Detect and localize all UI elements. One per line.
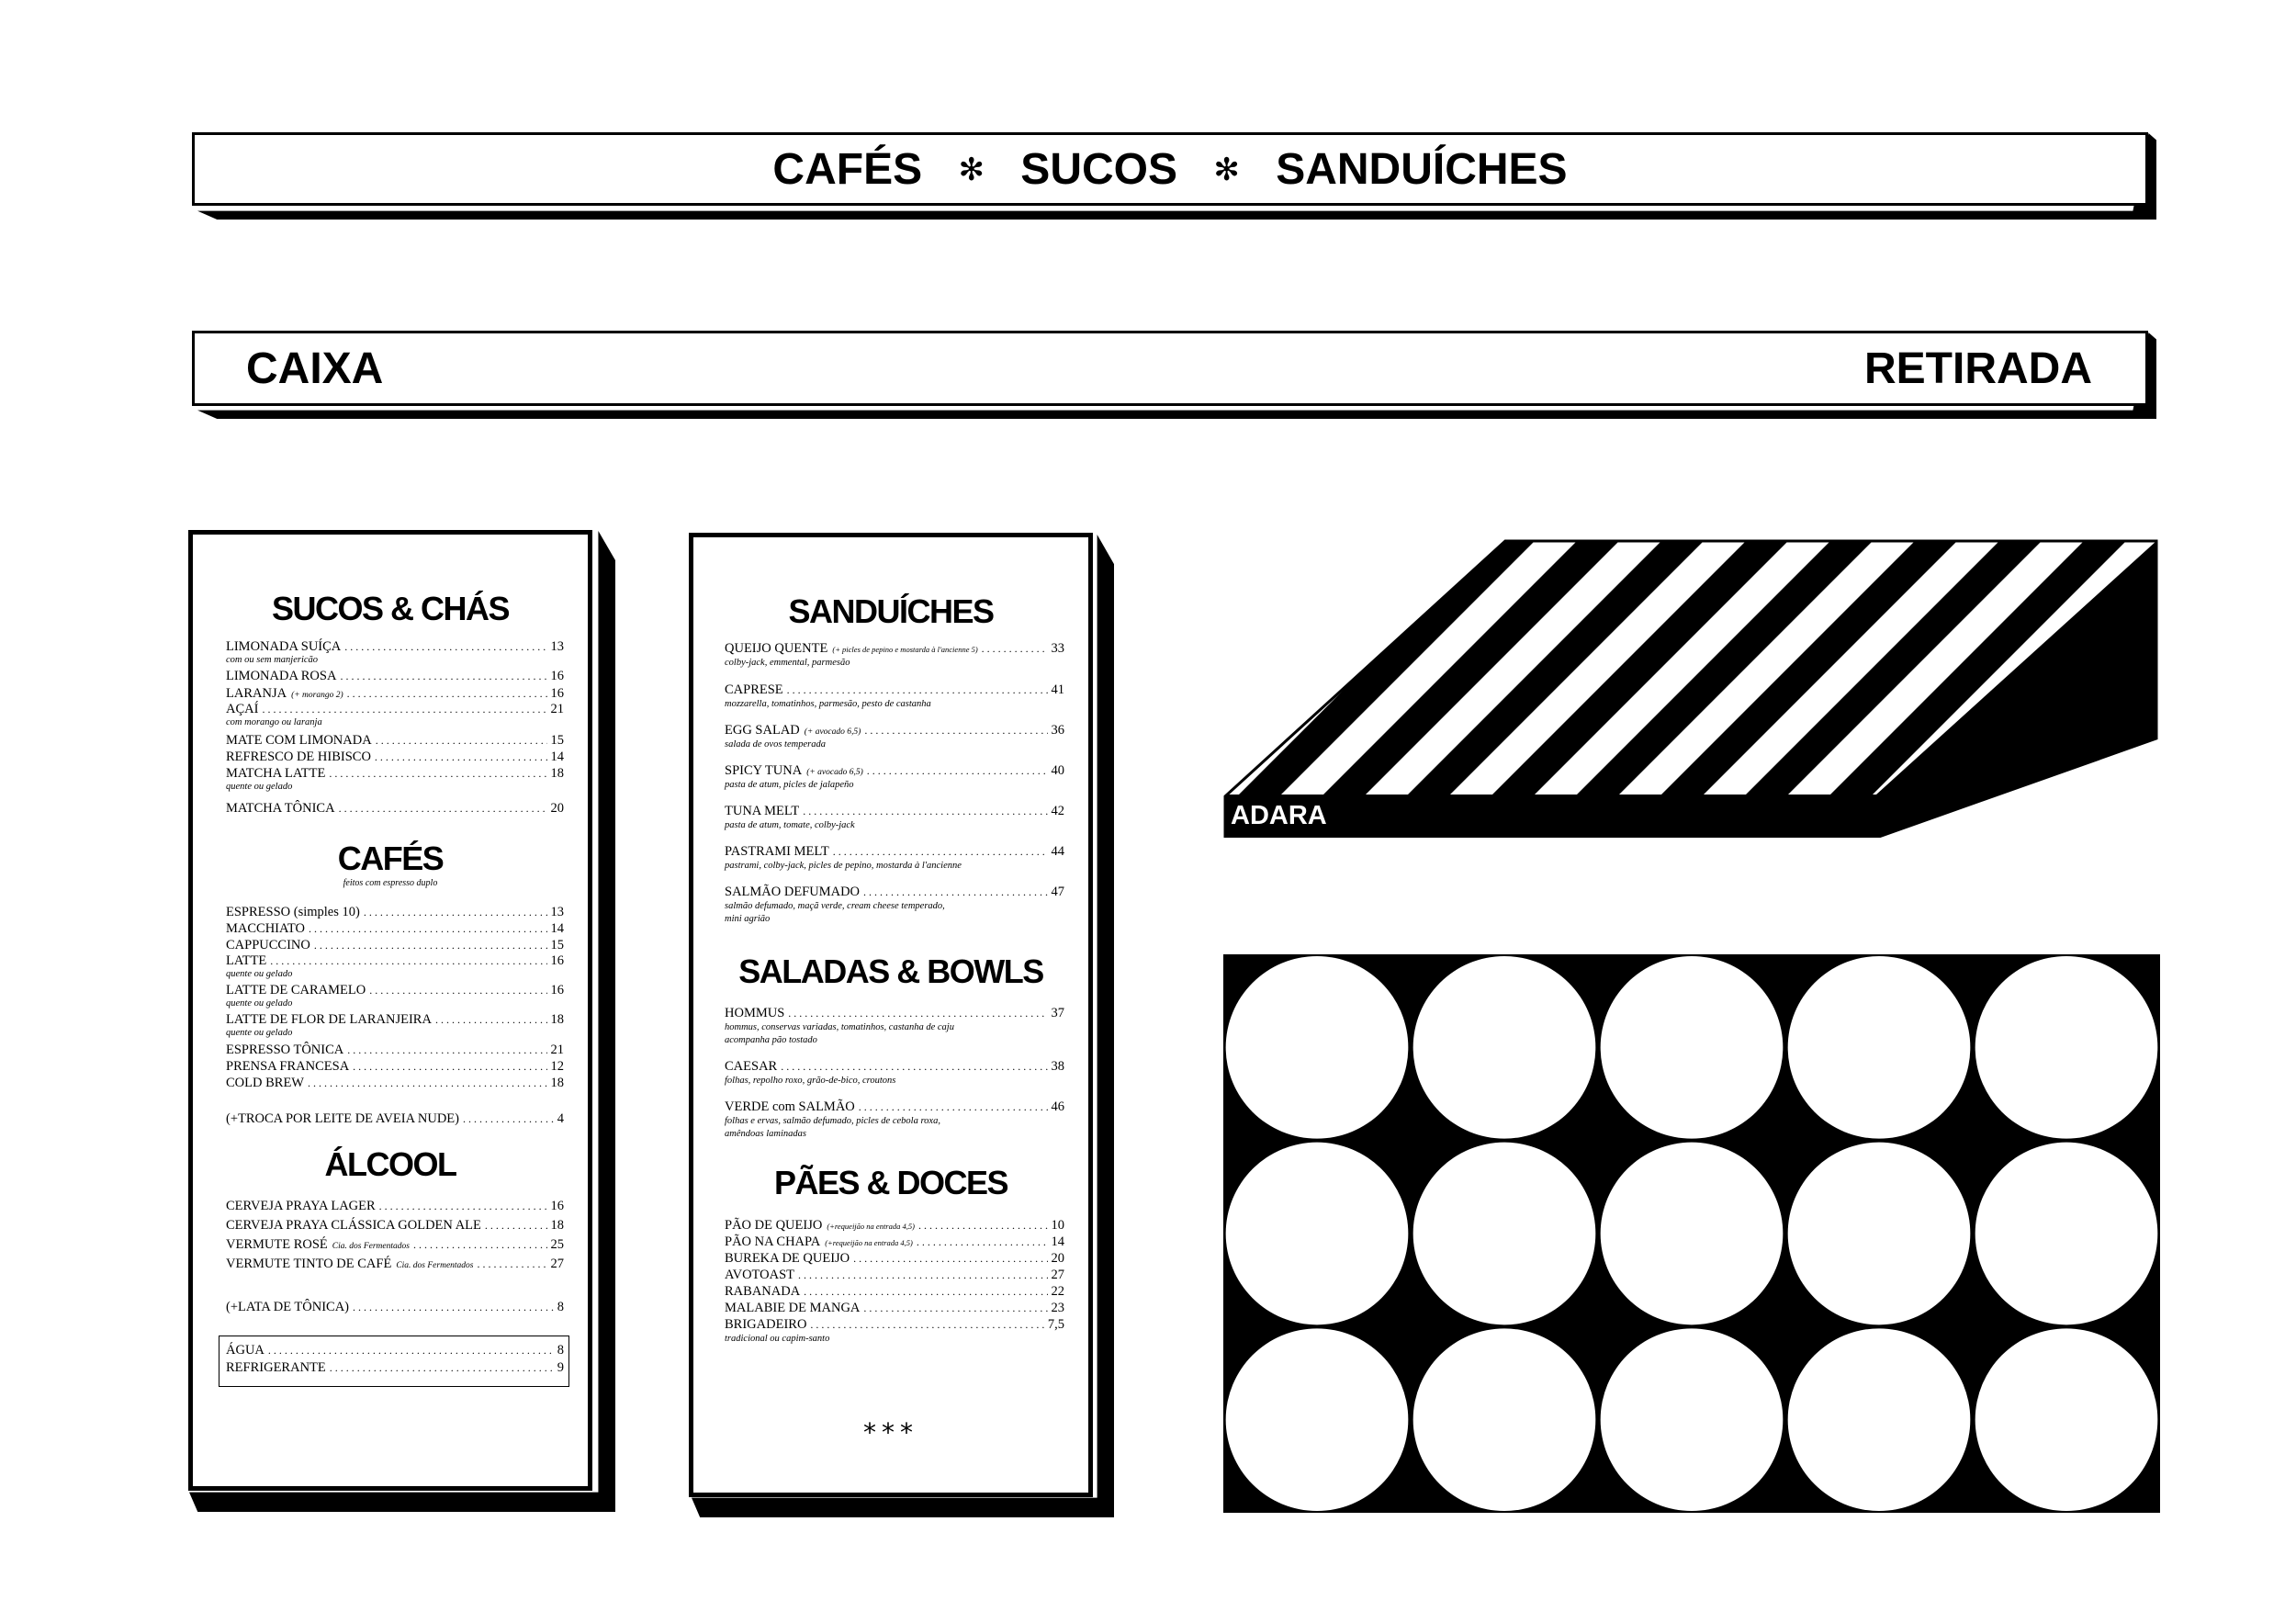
panel-circle xyxy=(1413,956,1596,1139)
panel-circle xyxy=(1788,1143,1971,1325)
panel-circle xyxy=(1788,1328,1971,1511)
cafes-subtitle: feitos com espresso duplo xyxy=(343,878,438,888)
list-item: (+TROCA POR LEITE DE AVEIA NUDE) . . . 4 xyxy=(226,1111,564,1127)
list-item: SPICY TUNA (+ avocado 6,5) . . . 40 xyxy=(725,763,1064,781)
list-item: LIMONADA SUÍÇA . . . 13 xyxy=(226,639,564,655)
list-item: LATTE DE CARAMELO . . . 16 xyxy=(226,983,564,998)
item-note: quente ou gelado xyxy=(226,782,293,792)
list-item: EGG SALAD (+ avocado 6,5) . . . 36 xyxy=(725,723,1064,740)
top-banner-text xyxy=(195,144,2145,195)
list-item: SALMÃO DEFUMADO . . . 47 xyxy=(725,885,1064,900)
panel-circle xyxy=(1788,956,1971,1139)
item-note: com ou sem manjericão xyxy=(226,655,319,665)
item-note: quente ou gelado xyxy=(226,1028,293,1038)
list-item: CAESAR . . . 38 xyxy=(725,1059,1064,1075)
list-item: PÃO NA CHAPA (+requeijão na entrada 4,5) . . . 14 xyxy=(725,1234,1064,1251)
alcool-title: ÁLCOOL xyxy=(324,1145,456,1183)
item-note: pastrami, colby-jack, picles de pepino, mostarda à l'ancienne xyxy=(725,861,962,871)
item-note: amêndoas laminadas xyxy=(725,1129,806,1139)
list-item: ESPRESSO (simples 10) . . . 13 xyxy=(226,905,564,920)
asterisk-icon: ✻ xyxy=(1213,152,1240,188)
list-item: QUEIJO QUENTE (+ picles de pepino e mostarda à l'ancienne 5) . . . 33 xyxy=(725,641,1064,658)
list-item: (+LATA DE TÔNICA) . . . 8 xyxy=(226,1300,564,1315)
list-item: AVOTOAST . . . 27 xyxy=(725,1268,1064,1283)
item-note: pasta de atum, picles de jalapeño xyxy=(725,780,854,790)
paes-title: PÃES & DOCES xyxy=(773,1164,1008,1201)
list-item: REFRESCO DE HIBISCO . . . 14 xyxy=(226,750,564,765)
list-item: MATE COM LIMONADA . . . 15 xyxy=(226,733,564,749)
banner-sucos: SUCOS xyxy=(1020,145,1177,194)
left-menu-board xyxy=(188,530,592,1491)
item-note: quente ou gelado xyxy=(226,998,293,1009)
awning-label: ADARA xyxy=(1231,801,1327,830)
list-item: BUREKA DE QUEIJO . . . 20 xyxy=(725,1251,1064,1267)
list-item: AÇAÍ . . . 21 xyxy=(226,702,564,717)
asterisk-icon: ✻ xyxy=(958,152,985,188)
list-item: ÁGUA . . . 8 xyxy=(226,1343,564,1358)
list-item: PÃO DE QUEIJO (+requeijão na entrada 4,5) . . . 10 xyxy=(725,1218,1064,1234)
list-item: COLD BREW . . . 18 xyxy=(226,1076,564,1091)
list-item: ESPRESSO TÔNICA . . . 21 xyxy=(226,1043,564,1058)
banner-sanduiches: SANDUÍCHES xyxy=(1276,145,1568,194)
list-item: VERMUTE ROSÉ Cia. dos Fermentados . . . 25 xyxy=(226,1237,564,1255)
list-item: REFRIGERANTE . . . 9 xyxy=(226,1360,564,1376)
counter-caixa: CAIXA xyxy=(246,344,384,393)
sucos-title: SUCOS & CHÁS xyxy=(271,590,510,627)
top-banner xyxy=(192,132,2148,206)
panel-circle xyxy=(1601,956,1784,1139)
list-item: PRENSA FRANCESA . . . 12 xyxy=(226,1059,564,1075)
list-item: HOMMUS . . . 37 xyxy=(725,1006,1064,1021)
list-item: CERVEJA PRAYA CLÁSSICA GOLDEN ALE . . . 18 xyxy=(226,1218,564,1234)
list-item: TUNA MELT . . . 42 xyxy=(725,804,1064,819)
panel-circle xyxy=(1226,1328,1409,1511)
panel-circle xyxy=(1413,1143,1596,1325)
item-note: salada de ovos temperada xyxy=(725,739,826,750)
list-item: PASTRAMI MELT . . . 44 xyxy=(725,844,1064,860)
item-note: mozzarella, tomatinhos, parmesão, pesto de castanha xyxy=(725,699,931,709)
item-note: hommus, conservas variadas, tomatinhos, castanha de caju xyxy=(725,1022,954,1032)
circle-panel xyxy=(1223,954,2160,1513)
item-note: tradicional ou capim-santo xyxy=(725,1334,830,1344)
list-item: MATCHA LATTE . . . 18 xyxy=(226,766,564,782)
counter-banner xyxy=(192,331,2148,406)
list-item: BRIGADEIRO . . . 7,5 xyxy=(725,1317,1064,1333)
item-note: folhas e ervas, salmão defumado, picles de cebola roxa, xyxy=(725,1116,940,1126)
mid-menu-board xyxy=(689,533,1093,1497)
saladas-title: SALADAS & BOWLS xyxy=(738,952,1043,990)
panel-circle xyxy=(1601,1143,1784,1325)
item-note: pasta de atum, tomate, colby-jack xyxy=(725,820,855,830)
item-note: acompanha pão tostado xyxy=(725,1035,817,1045)
list-item: LATTE . . . 16 xyxy=(226,953,564,969)
list-item: MATCHA TÔNICA . . . 20 xyxy=(226,801,564,817)
list-item: CERVEJA PRAYA LAGER . . . 16 xyxy=(226,1199,564,1214)
list-item: LATTE DE FLOR DE LARANJEIRA . . . 18 xyxy=(226,1012,564,1028)
panel-circle xyxy=(1975,1143,2158,1325)
panel-circle xyxy=(1226,956,1409,1139)
banner-cafes: CAFÉS xyxy=(772,145,923,194)
item-note: colby-jack, emmental, parmesão xyxy=(725,658,850,668)
list-item: LARANJA (+ morango 2) . . . 16 xyxy=(226,686,564,704)
item-note: com morango ou laranja xyxy=(226,717,322,727)
panel-circle xyxy=(1975,956,2158,1139)
cafes-title: CAFÉS xyxy=(337,840,444,877)
counter-retirada: RETIRADA xyxy=(1864,344,2092,393)
list-item: LIMONADA ROSA . . . 16 xyxy=(226,669,564,684)
list-item: CAPRESE . . . 41 xyxy=(725,682,1064,698)
list-item: VERMUTE TINTO DE CAFÉ Cia. dos Fermentados . . . 27 xyxy=(226,1257,564,1274)
panel-circle xyxy=(1601,1328,1784,1511)
item-note: salmão defumado, maçã verde, cream cheese temperado, xyxy=(725,901,945,911)
item-note: quente ou gelado xyxy=(226,969,293,979)
striped-awning xyxy=(1218,525,2166,838)
list-item: RABANADA . . . 22 xyxy=(725,1284,1064,1300)
asterisks-ornament: *** xyxy=(863,1417,918,1448)
panel-circle xyxy=(1413,1328,1596,1511)
list-item: MALABIE DE MANGA . . . 23 xyxy=(725,1301,1064,1316)
item-note: folhas, repolho roxo, grão-de-bico, croutons xyxy=(725,1076,896,1086)
list-item: MACCHIATO . . . 14 xyxy=(226,921,564,937)
panel-circle xyxy=(1226,1143,1409,1325)
sanduiches-title: SANDUÍCHES xyxy=(788,592,994,630)
list-item: CAPPUCCINO . . . 15 xyxy=(226,938,564,953)
item-note: mini agrião xyxy=(725,914,771,924)
panel-circle xyxy=(1975,1328,2158,1511)
list-item: VERDE com SALMÃO . . . 46 xyxy=(725,1099,1064,1115)
